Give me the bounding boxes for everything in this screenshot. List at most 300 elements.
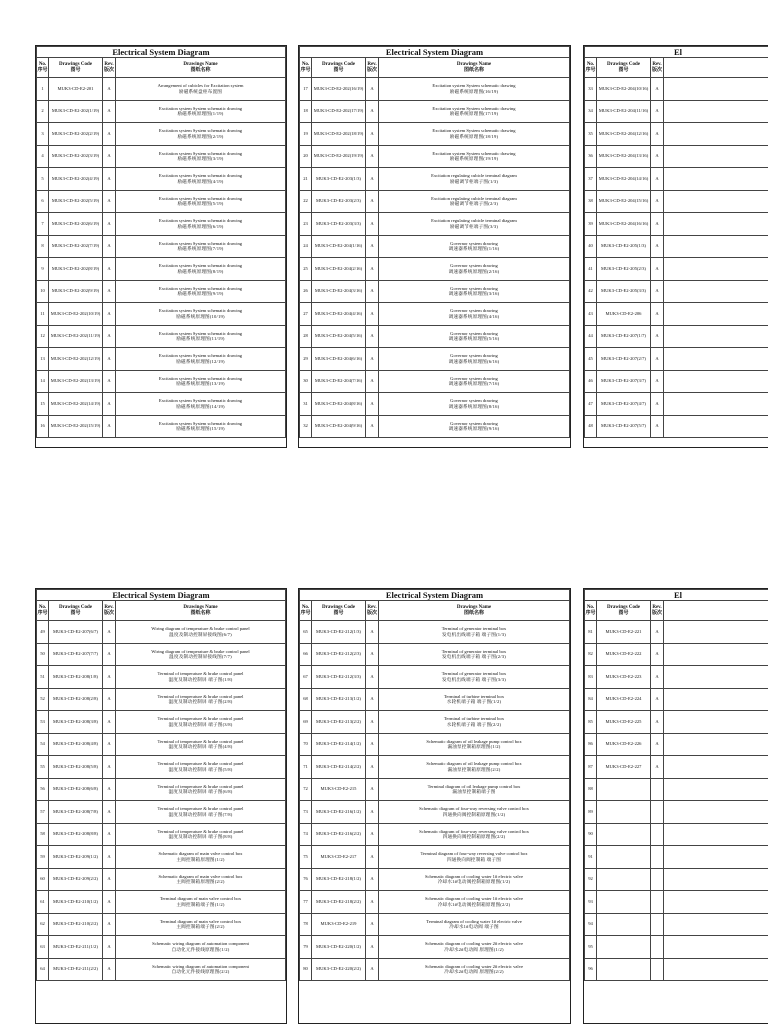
cell-drawing-name xyxy=(664,891,768,914)
drawing-name-en: Excitation system System schematic drawing xyxy=(158,128,243,134)
cell-no: 91 xyxy=(585,846,597,869)
cell-drawing-name xyxy=(116,168,286,191)
cell-no: 13 xyxy=(37,348,49,371)
drawing-name-cn: 发电机出线端子箱 端子图(2/3) xyxy=(441,654,506,660)
cell-rev: A xyxy=(366,666,379,689)
drawing-name-cn: 冷却水1#电动阀 端子图 xyxy=(449,924,499,930)
cell-no: 31 xyxy=(300,393,312,416)
cell-rev: A xyxy=(366,868,379,891)
cell-no: 67 xyxy=(300,666,312,689)
header-code-cn: 图号 xyxy=(70,67,81,73)
table-title: El xyxy=(585,590,768,601)
header-name-cn: 图纸名称 xyxy=(463,610,484,616)
cell-drawing-code: MUK3-CD-E2-216(1/2) xyxy=(312,801,366,824)
table-row xyxy=(37,100,286,123)
drawing-name-cn: 励磁系统原理图(8/19) xyxy=(177,268,224,274)
header-name xyxy=(379,58,570,78)
cell-drawing-name xyxy=(379,868,570,891)
table-row xyxy=(585,846,768,869)
cell-drawing-name xyxy=(664,370,768,393)
drawing-name-en: Schematic diagram of cooling water 1# electric valve xyxy=(424,896,524,902)
cell-drawing-code xyxy=(597,778,651,801)
table-row xyxy=(37,621,286,644)
cell-rev: A xyxy=(103,823,116,846)
header-rev xyxy=(651,58,664,78)
cell-rev: A xyxy=(651,100,664,123)
drawing-name-cn: 调速器系统原理图(8/16) xyxy=(448,403,500,409)
cell-drawing-name xyxy=(379,913,570,936)
drawing-name-en: Terminal diagram of main valve control box xyxy=(159,896,242,902)
cell-no: 86 xyxy=(585,733,597,756)
drawing-name-cn: 励磁系统原理图(6/19) xyxy=(177,223,224,229)
drawing-name-en: Terminal of temperature & brake control panel xyxy=(157,761,244,767)
cell-drawing-code: MUK3-CD-E2-214(2/2) xyxy=(312,756,366,779)
cell-drawing-name xyxy=(664,123,768,146)
cell-rev: A xyxy=(103,643,116,666)
drawing-name-en: Excitation system System schematic drawing xyxy=(158,375,243,381)
header-name xyxy=(379,601,570,621)
drawing-name-cn: 励磁调节柜端子图(2/3) xyxy=(449,201,499,207)
table-row xyxy=(585,823,768,846)
cell-no: 49 xyxy=(37,621,49,644)
cell-drawing-code: MUK3-CD-E2-202(3/19) xyxy=(49,145,103,168)
cell-drawing-code: MUK3-CD-E2-204(14/16) xyxy=(597,168,651,191)
table-row xyxy=(300,145,570,168)
cell-rev: A xyxy=(103,168,116,191)
cell-drawing-name xyxy=(664,868,768,891)
cell-drawing-code: MUK3-CD-E2-204(2/16) xyxy=(312,258,366,281)
cell-rev xyxy=(651,913,664,936)
cell-no: 69 xyxy=(300,711,312,734)
cell-drawing-code: MUK3-CD-E2-202(2/19) xyxy=(49,123,103,146)
cell-drawing-code xyxy=(597,801,651,824)
header-rev xyxy=(103,601,116,621)
cell-drawing-name xyxy=(116,123,286,146)
cell-rev: A xyxy=(366,190,379,213)
table-row xyxy=(37,258,286,281)
drawing-name-en: Schematic diagram of oil leakage pump control box xyxy=(426,738,522,744)
table-row xyxy=(37,666,286,689)
cell-drawing-code: MUK3-CD-E2-208(2/8) xyxy=(49,688,103,711)
cell-drawing-code: MUK3-CD-E2-211(1/2) xyxy=(49,936,103,959)
cell-no: 71 xyxy=(300,756,312,779)
table-row xyxy=(300,936,570,959)
cell-rev: A xyxy=(366,756,379,779)
drawing-name-cn: 励磁系统原理图(12/19) xyxy=(176,358,225,364)
cell-no: 34 xyxy=(585,100,597,123)
table-row xyxy=(37,891,286,914)
header-name-en: Drawings Name xyxy=(183,604,218,610)
table-row xyxy=(300,348,570,371)
cell-rev: A xyxy=(651,190,664,213)
header-rev xyxy=(103,58,116,78)
table-row xyxy=(585,100,768,123)
header-rev xyxy=(366,58,379,78)
drawing-name-cn: 温度及制动控制屏接线图(7/7) xyxy=(169,654,232,660)
cell-rev: A xyxy=(103,280,116,303)
table-row xyxy=(300,711,570,734)
cell-rev: A xyxy=(366,303,379,326)
table-row xyxy=(585,733,768,756)
drawing-name-cn: 励磁系统盘柜布置图 xyxy=(178,88,223,94)
table-row xyxy=(585,621,768,644)
cell-rev: A xyxy=(103,235,116,258)
table-row xyxy=(585,393,768,416)
drawing-name-en: Terminal of generator terminal box xyxy=(441,671,507,677)
table-row xyxy=(585,688,768,711)
drawing-name-en: Governor system drawing xyxy=(450,420,498,426)
cell-rev: A xyxy=(103,891,116,914)
cell-no: 33 xyxy=(585,78,597,101)
cell-rev: A xyxy=(366,733,379,756)
cell-drawing-code: MUK3-CD-E2-208(6/8) xyxy=(49,778,103,801)
cell-no: 76 xyxy=(300,868,312,891)
cell-no: 8 xyxy=(37,235,49,258)
cell-drawing-code: MUK3-CD-E2-211(2/2) xyxy=(49,958,103,981)
cell-no: 9 xyxy=(37,258,49,281)
cell-no: 77 xyxy=(300,891,312,914)
cell-no: 81 xyxy=(585,621,597,644)
cell-drawing-code: MUK3-CD-E2-227 xyxy=(597,756,651,779)
header-no-en: No. xyxy=(38,604,47,610)
drawing-name-en: Excitation system System schematic drawing xyxy=(158,195,243,201)
header-code xyxy=(49,601,103,621)
cell-no: 95 xyxy=(585,936,597,959)
table-row xyxy=(300,801,570,824)
cell-no: 60 xyxy=(37,868,49,891)
table-row xyxy=(37,303,286,326)
cell-drawing-name xyxy=(379,891,570,914)
cell-rev: A xyxy=(103,868,116,891)
drawing-name-en: Excitation system System schematic drawing xyxy=(158,150,243,156)
drawing-name-cn: 发电机出线端子箱 端子图(3/3) xyxy=(441,676,506,682)
drawing-name-cn: 励磁系统原理图(4/19) xyxy=(177,178,224,184)
table-row xyxy=(300,666,570,689)
cell-drawing-code: MUK3-CD-E2-204(11/16) xyxy=(597,100,651,123)
cell-no: 16 xyxy=(37,415,49,438)
cell-no: 17 xyxy=(300,78,312,101)
table-row xyxy=(37,801,286,824)
table-row xyxy=(300,235,570,258)
cell-drawing-code: MUK3-CD-E2-213(2/2) xyxy=(312,711,366,734)
cell-rev: A xyxy=(103,213,116,236)
cell-drawing-name xyxy=(116,303,286,326)
cell-no: 93 xyxy=(585,891,597,914)
cell-rev: A xyxy=(651,348,664,371)
cell-no: 54 xyxy=(37,733,49,756)
header-code xyxy=(597,601,651,621)
table-row xyxy=(585,123,768,146)
cell-rev: A xyxy=(651,325,664,348)
cell-rev: A xyxy=(366,711,379,734)
cell-no: 18 xyxy=(300,100,312,123)
cell-rev: A xyxy=(103,846,116,869)
cell-rev xyxy=(651,891,664,914)
drawing-name-en: Terminal of temperature & brake control panel xyxy=(157,806,244,812)
cell-drawing-name xyxy=(116,78,286,101)
cell-drawing-code: MUK3-CD-E2-215 xyxy=(312,778,366,801)
cell-drawing-name xyxy=(379,778,570,801)
header-name-en: Drawings Name xyxy=(456,604,492,610)
table-row xyxy=(300,823,570,846)
cell-drawing-name xyxy=(664,348,768,371)
header-no-cn: 序号 xyxy=(37,67,48,73)
cell-rev xyxy=(651,846,664,869)
drawing-name-cn: 励磁系统原理图(5/19) xyxy=(177,201,224,207)
cell-drawing-code: MUK3-CD-E2-205(3/3) xyxy=(597,280,651,303)
header-code-cn: 图号 xyxy=(70,610,81,616)
cell-rev: A xyxy=(103,801,116,824)
cell-no: 83 xyxy=(585,666,597,689)
cell-rev: A xyxy=(651,280,664,303)
table-row xyxy=(37,280,286,303)
header-code-cn: 图号 xyxy=(333,67,344,73)
cell-no: 7 xyxy=(37,213,49,236)
cell-rev: A xyxy=(651,303,664,326)
cell-drawing-code: MUK3-CD-E2-202(12/19) xyxy=(49,348,103,371)
drawing-name-en: Excitation system System schematic drawing xyxy=(158,353,243,359)
drawing-name-en: Governor system drawing xyxy=(450,240,498,246)
drawing-name-cn: 励磁系统原理图(10/19) xyxy=(176,313,225,319)
cell-rev: A xyxy=(103,688,116,711)
table-row xyxy=(585,801,768,824)
drawing-name-cn: 调速器系统原理图(9/16) xyxy=(448,426,500,432)
header-code xyxy=(312,601,366,621)
table-row xyxy=(300,280,570,303)
drawing-name-en: Excitation system System schematic drawing xyxy=(158,240,243,246)
drawing-name-cn: 励磁系统原理图(13/19) xyxy=(176,381,225,387)
table-row xyxy=(37,370,286,393)
cell-rev: A xyxy=(103,936,116,959)
cell-rev: A xyxy=(366,78,379,101)
drawing-name-en: Terminal of temperature & brake control panel xyxy=(157,828,244,834)
drawing-name-en: Schematic diagram of main valve control box xyxy=(158,851,243,857)
cell-drawing-name xyxy=(116,666,286,689)
cell-drawing-name xyxy=(379,823,570,846)
cell-rev: A xyxy=(651,78,664,101)
cell-drawing-name xyxy=(664,778,768,801)
cell-rev: A xyxy=(366,778,379,801)
header-no xyxy=(37,58,49,78)
header-no xyxy=(37,601,49,621)
cell-drawing-name xyxy=(116,733,286,756)
table-row xyxy=(300,846,570,869)
table-row xyxy=(300,621,570,644)
cell-drawing-code: MUK3-CD-E2-204(1/16) xyxy=(312,235,366,258)
cell-drawing-code xyxy=(597,868,651,891)
header-rev-en: Rev. xyxy=(104,61,114,67)
cell-rev: A xyxy=(366,936,379,959)
cell-drawing-code xyxy=(597,823,651,846)
table-row xyxy=(37,78,286,101)
cell-no: 78 xyxy=(300,913,312,936)
table-row xyxy=(585,756,768,779)
header-no xyxy=(585,601,597,621)
cell-rev: A xyxy=(366,325,379,348)
header-rev-en: Rev. xyxy=(367,604,377,610)
drawing-name-en: Excitation system System schematic drawing xyxy=(158,420,243,426)
cell-drawing-code: MUK3-CD-E2-202(13/19) xyxy=(49,370,103,393)
table-row xyxy=(585,213,768,236)
table-row xyxy=(300,258,570,281)
cell-drawing-name xyxy=(379,100,570,123)
cell-drawing-code: MUK3-CD-E2-202(7/19) xyxy=(49,235,103,258)
header-name xyxy=(664,601,768,621)
drawing-list-table xyxy=(299,589,570,981)
table-row xyxy=(37,756,286,779)
header-rev xyxy=(651,601,664,621)
cell-rev: A xyxy=(103,123,116,146)
table-row xyxy=(585,778,768,801)
cell-rev: A xyxy=(366,213,379,236)
drawing-name-cn: 温度及制动控制屏 端子图(8/8) xyxy=(168,834,233,840)
cell-drawing-code: MUK3-CD-E2-208(3/8) xyxy=(49,711,103,734)
drawing-name-cn: 励磁系统原理图(18/19) xyxy=(449,133,499,139)
cell-drawing-code xyxy=(597,936,651,959)
drawing-name-en: Wiring diagram of temperature & brake control panel xyxy=(151,648,250,654)
cell-drawing-name xyxy=(379,415,570,438)
table-row xyxy=(300,733,570,756)
header-no xyxy=(300,601,312,621)
cell-drawing-code: MUK3-CD-E2-218(2/2) xyxy=(312,891,366,914)
cell-no: 79 xyxy=(300,936,312,959)
cell-drawing-code: MUK3-CD-E2-225 xyxy=(597,711,651,734)
cell-rev: A xyxy=(103,733,116,756)
table-row xyxy=(37,868,286,891)
cell-drawing-code: MUK3-CD-E2-205(2/3) xyxy=(597,258,651,281)
cell-no: 56 xyxy=(37,778,49,801)
cell-drawing-code: MUK3-CD-E2-204(12/16) xyxy=(597,123,651,146)
drawing-name-cn: 冷却水1#电动阀控制箱原理图(1/2) xyxy=(437,879,511,885)
cell-drawing-name xyxy=(664,913,768,936)
drawing-name-cn: 温度及制动控制屏 端子图(3/8) xyxy=(168,721,233,727)
header-code-en: Drawings Code xyxy=(607,604,640,610)
cell-drawing-code: MUK3-CD-E2-202(19/19) xyxy=(312,145,366,168)
table-row xyxy=(37,958,286,981)
header-name-en: Drawings Name xyxy=(183,61,218,67)
header-no-cn: 序号 xyxy=(585,67,596,73)
drawing-name-cn: 水轮机端子箱 端子图(1/2) xyxy=(446,699,502,705)
cell-drawing-name xyxy=(664,258,768,281)
cell-drawing-name xyxy=(116,711,286,734)
drawing-name-cn: 励磁系统原理图(15/19) xyxy=(176,426,225,432)
header-name xyxy=(116,58,286,78)
header-no-cn: 序号 xyxy=(585,610,596,616)
cell-rev: A xyxy=(651,123,664,146)
table-row xyxy=(585,235,768,258)
cell-drawing-code: MUK3-CD-E2-221 xyxy=(597,621,651,644)
drawing-name-cn: 励磁系统原理图(17/19) xyxy=(449,111,499,117)
cell-drawing-code: MUK3-CD-E2-206 xyxy=(597,303,651,326)
header-name-cn: 图纸名称 xyxy=(190,67,211,73)
cell-drawing-code: MUK3-CD-E2-219 xyxy=(312,913,366,936)
cell-no: 35 xyxy=(585,123,597,146)
drawing-name-en: Excitation system System schematic drawing xyxy=(158,285,243,291)
header-name xyxy=(664,58,768,78)
drawing-name-en: Terminal of temperature & brake control panel xyxy=(157,716,244,722)
cell-rev: A xyxy=(366,280,379,303)
cell-rev: A xyxy=(651,235,664,258)
cell-drawing-name xyxy=(379,78,570,101)
cell-no: 62 xyxy=(37,913,49,936)
cell-rev: A xyxy=(366,370,379,393)
cell-drawing-code: MUK3-CD-E2-203(2/3) xyxy=(312,190,366,213)
cell-drawing-code: MUK3-CD-E2-202(5/19) xyxy=(49,190,103,213)
cell-no: 58 xyxy=(37,823,49,846)
cell-no: 20 xyxy=(300,145,312,168)
cell-rev: A xyxy=(103,778,116,801)
drawing-name-cn: 漏油泵控制箱原理图(1/2) xyxy=(447,744,501,750)
cell-drawing-code xyxy=(597,958,651,981)
cell-rev: A xyxy=(366,823,379,846)
table-row xyxy=(37,846,286,869)
table-row xyxy=(300,393,570,416)
cell-rev: A xyxy=(103,190,116,213)
header-code-cn: 图号 xyxy=(618,610,629,616)
cell-drawing-code: MUK3-CD-E2-202(10/19) xyxy=(49,303,103,326)
header-code-cn: 图号 xyxy=(618,67,629,73)
cell-drawing-code: MUK3-CD-E2-202(11/19) xyxy=(49,325,103,348)
table-row xyxy=(585,348,768,371)
cell-drawing-name xyxy=(664,100,768,123)
drawing-name-cn: 调速器系统原理图(5/16) xyxy=(448,336,500,342)
cell-rev: A xyxy=(366,621,379,644)
cell-drawing-name xyxy=(116,621,286,644)
cell-rev: A xyxy=(103,621,116,644)
cell-drawing-code: MUK3-CD-E2-204(8/16) xyxy=(312,393,366,416)
header-code-en: Drawings Code xyxy=(59,61,92,67)
drawing-name-cn: 励磁系统原理图(14/19) xyxy=(176,403,225,409)
drawing-name-en: Terminal of generator terminal box xyxy=(441,626,507,632)
cell-rev: A xyxy=(651,621,664,644)
cell-drawing-code: MUK3-CD-E2-207(7/7) xyxy=(49,643,103,666)
cell-rev: A xyxy=(651,258,664,281)
cell-drawing-code: MUK3-CD-E2-208(7/8) xyxy=(49,801,103,824)
cell-drawing-name xyxy=(116,936,286,959)
table-row xyxy=(300,325,570,348)
cell-drawing-code: MUK3-CD-E2-213(1/2) xyxy=(312,688,366,711)
cell-rev xyxy=(651,958,664,981)
table-row xyxy=(585,325,768,348)
cell-rev: A xyxy=(103,100,116,123)
table-title: Electrical System Diagram xyxy=(37,590,286,601)
drawing-name-en: Excitation regulating cubicle terminal diagram xyxy=(431,173,517,179)
cell-no: 36 xyxy=(585,145,597,168)
cell-rev: A xyxy=(103,78,116,101)
header-code xyxy=(49,58,103,78)
cell-rev: A xyxy=(103,958,116,981)
cell-drawing-name xyxy=(379,303,570,326)
cell-drawing-name xyxy=(116,393,286,416)
cell-drawing-name xyxy=(116,100,286,123)
drawing-list-panel-1 xyxy=(35,45,287,448)
header-no xyxy=(585,58,597,78)
drawing-name-cn: 励磁调节柜端子图(1/3) xyxy=(449,178,499,184)
cell-drawing-code: MUK3-CD-E2-216(2/2) xyxy=(312,823,366,846)
table-title: El xyxy=(585,47,768,58)
cell-drawing-name xyxy=(379,190,570,213)
drawing-name-en: Schematic diagram of cooling water 2# electric valve xyxy=(424,941,524,947)
cell-no: 15 xyxy=(37,393,49,416)
drawing-name-en: Terminal of temperature & brake control panel xyxy=(157,671,244,677)
drawing-name-en: Schematic diagram of cooling water 1# electric valve xyxy=(424,873,524,879)
cell-rev: A xyxy=(103,913,116,936)
cell-drawing-name xyxy=(664,756,768,779)
drawing-name-cn: 调速器系统原理图(2/16) xyxy=(448,268,500,274)
cell-drawing-code: MUK3-CD-E2-220(1/2) xyxy=(312,936,366,959)
cell-drawing-name xyxy=(116,235,286,258)
cell-no: 48 xyxy=(585,415,597,438)
